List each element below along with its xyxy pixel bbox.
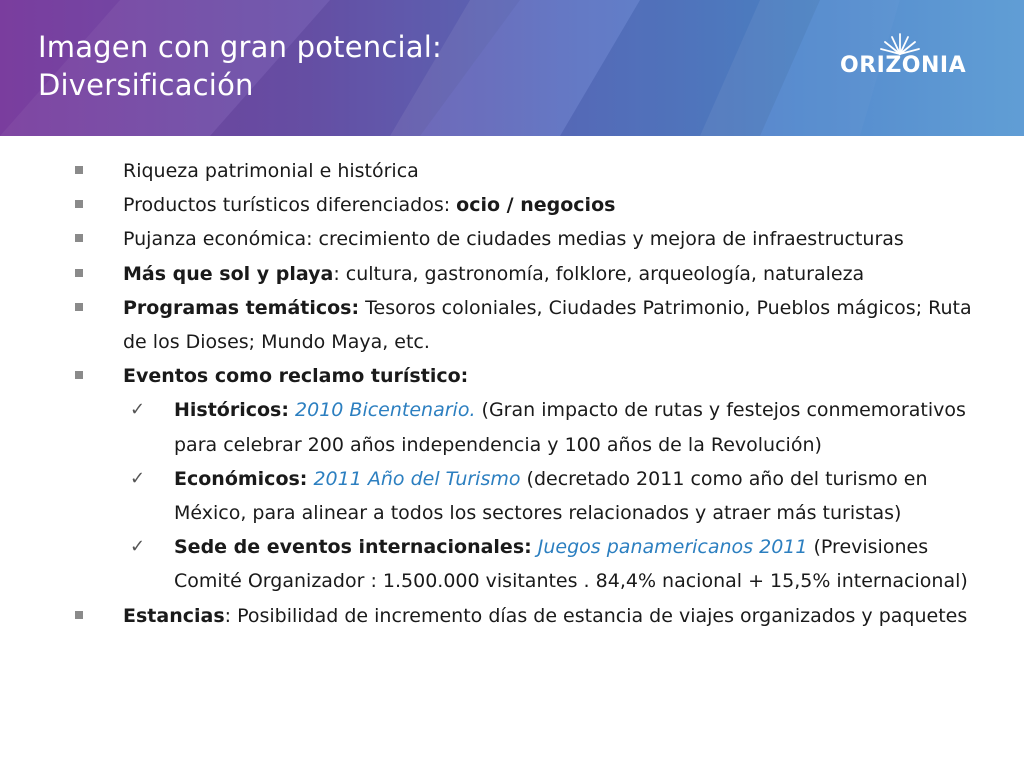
title-line-1: Imagen con gran potencial: — [38, 30, 442, 64]
square-bullet-icon — [75, 371, 83, 379]
page-title — [38, 28, 442, 104]
logo-text: ORIZONIA — [840, 53, 967, 78]
square-bullet-icon — [75, 234, 83, 242]
orizonia-logo — [840, 28, 970, 84]
list-item: Pujanza económica: crecimiento de ciudades medias y mejora de infraestructuras — [0, 222, 1024, 256]
square-bullet-icon — [75, 611, 83, 619]
bullet-list — [0, 154, 1024, 633]
sub-list-item: ✓ Históricos: 2010 Bicentenario. (Gran impacto de rutas y festejos conmemorativos para celebrar 200 años independencia y 100 años de la Revolución) — [0, 393, 1024, 461]
list-item: Riqueza patrimonial e histórica — [0, 154, 1024, 188]
square-bullet-icon — [75, 200, 83, 208]
sub-list-item: ✓ Sede de eventos internacionales: Juegos panamericanos 2011 (Previsiones Comité Organizador : 1.500.000 visitantes . 84,4% nacional + 15,5% internacional) — [0, 530, 1024, 598]
list-item: Eventos como reclamo turístico: — [0, 359, 1024, 393]
checkmark-icon: ✓ — [130, 399, 146, 421]
title-line-2: Diversificación — [38, 68, 254, 102]
square-bullet-icon — [75, 269, 83, 277]
list-item: Más que sol y playa: cultura, gastronomía, folklore, arqueología, naturaleza — [0, 257, 1024, 291]
checkmark-icon: ✓ — [130, 536, 146, 558]
list-item: Estancias: Posibilidad de incremento días de estancia de viajes organizados y paquetes — [0, 599, 1024, 633]
square-bullet-icon — [75, 166, 83, 174]
list-item: Programas temáticos: Tesoros coloniales, Ciudades Patrimonio, Pueblos mágicos; Ruta de los Dioses; Mundo Maya, etc. — [0, 291, 1024, 359]
checkmark-icon: ✓ — [130, 467, 146, 489]
sub-list-item: ✓ Económicos: 2011 Año del Turismo (decretado 2011 como año del turismo en México, para alinear a todos los sectores relacionados y atraer más turistas) — [0, 462, 1024, 530]
list-item: Productos turísticos diferenciados: ocio / negocios — [0, 188, 1024, 222]
square-bullet-icon — [75, 303, 83, 311]
header-banner — [0, 0, 1024, 136]
